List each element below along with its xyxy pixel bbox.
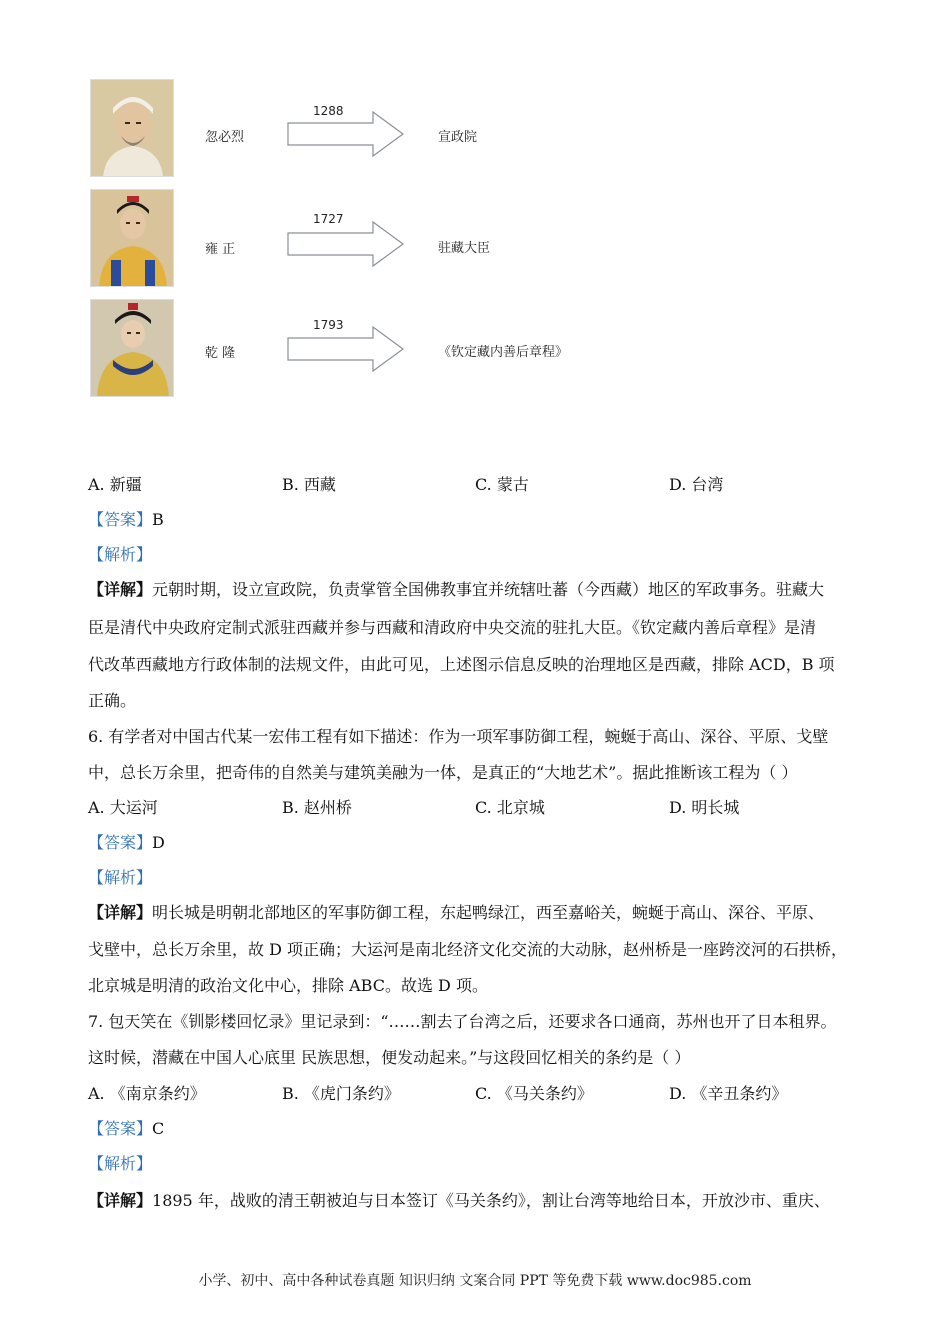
q7-stem-line: 这时候，潜藏在中国人心底里 民族思想，便发动起来。”与这段回忆相关的条约是（ ） bbox=[88, 1048, 691, 1067]
kublai-portrait bbox=[90, 79, 174, 177]
detail-text: 1895 年，战败的清王朝被迫与日本签订《马关条约》，割让台湾等地给日本，开放沙市、重庆、 bbox=[152, 1191, 830, 1210]
q6-stem-line: 6. 有学者对中国古代某一宏伟工程有如下描述：作为一项军事防御工程，蜿蜒于高山、深谷、平原、戈壁 bbox=[88, 727, 829, 746]
detail-tag: 【详解】 bbox=[88, 1191, 153, 1210]
q6-answer bbox=[88, 833, 165, 853]
right-arrow-icon bbox=[287, 326, 405, 372]
q7-option-d: D. 《辛丑条约》 bbox=[669, 1084, 788, 1103]
q6-stem-line: 中，总长万余里，把奇伟的自然美与建筑美融为一体，是真正的“大地艺术”。据此推断该工程为（ ） bbox=[88, 763, 798, 782]
answer-tag: 【答案】 bbox=[88, 1119, 153, 1138]
q5-detail-line: 代改革西藏地方行政体制的法规文件，由此可见，上述图示信息反映的治理地区是西藏，排除 ACD，B 项 bbox=[88, 655, 835, 674]
year-label: 1793 bbox=[313, 318, 344, 332]
q7-analysis-tag: 【解析】 bbox=[88, 1154, 153, 1173]
q6-detail-line: 北京城是明清的政治文化中心，排除 ABC。故选 D 项。 bbox=[88, 976, 488, 995]
qianlong-portrait bbox=[90, 299, 174, 397]
q7-answer bbox=[88, 1119, 164, 1139]
answer-value: C bbox=[152, 1119, 165, 1138]
q6-detail-line bbox=[88, 903, 824, 923]
detail-text: 明长城是明朝北部地区的军事防御工程，东起鸭绿江，西至嘉峪关，蜿蜒于高山、深谷、平原、 bbox=[152, 903, 825, 922]
q7-stem-line: 7. 包天笑在《钏影楼回忆录》里记录到：“……割去了台湾之后，还要求各口通商，苏州也开了日本租界。 bbox=[88, 1012, 837, 1031]
right-arrow-icon bbox=[287, 111, 405, 157]
q5-answer bbox=[88, 510, 164, 530]
q5-detail-line: 正确。 bbox=[88, 691, 137, 710]
q5-option-b: B. 西藏 bbox=[282, 475, 336, 494]
q6-detail-line: 戈壁中，总长万余里，故 D 项正确；大运河是南北经济文化交流的大动脉，赵州桥是一座跨洨河的石拱桥， bbox=[88, 940, 848, 959]
q7-option-a: A. 《南京条约》 bbox=[88, 1084, 206, 1103]
q6-analysis-tag: 【解析】 bbox=[88, 868, 153, 887]
answer-value: B bbox=[152, 510, 164, 529]
result-label: 驻藏大臣 bbox=[438, 241, 491, 256]
page-footer: 小学、初中、高中各种试卷真题 知识归纳 文案合同 PPT 等免费下载 www.doc985.com bbox=[198, 1273, 752, 1289]
q5-analysis-tag: 【解析】 bbox=[88, 545, 153, 564]
q6-option-c: C. 北京城 bbox=[475, 798, 545, 817]
emperor-name: 忽必烈 bbox=[205, 130, 245, 145]
answer-tag: 【答案】 bbox=[88, 833, 153, 852]
answer-tag: 【答案】 bbox=[88, 510, 153, 529]
detail-tag: 【详解】 bbox=[88, 903, 153, 922]
yongzheng-portrait bbox=[90, 189, 174, 287]
answer-value: D bbox=[152, 833, 165, 852]
q7-option-c: C. 《马关条约》 bbox=[475, 1084, 593, 1103]
detail-tag: 【详解】 bbox=[88, 580, 153, 599]
q6-option-d: D. 明长城 bbox=[669, 798, 740, 817]
emperor-name: 雍 正 bbox=[205, 242, 236, 257]
year-label: 1288 bbox=[313, 104, 344, 118]
q7-option-b: B. 《虎门条约》 bbox=[282, 1084, 400, 1103]
year-label: 1727 bbox=[313, 212, 344, 226]
q6-option-a: A. 大运河 bbox=[88, 798, 158, 817]
result-label: 《钦定藏内善后章程》 bbox=[438, 345, 569, 360]
emperor-name: 乾 隆 bbox=[205, 346, 236, 361]
q7-detail-line bbox=[88, 1191, 830, 1211]
detail-text: 元朝时期，设立宣政院，负责掌管全国佛教事宜并统辖吐蕃（今西藏）地区的军政事务。驻藏大 bbox=[152, 580, 825, 599]
q5-detail-line: 臣是清代中央政府定制式派驻西藏并参与西藏和清政府中央交流的驻扎大臣。《钦定藏内善后章程》是清 bbox=[88, 618, 817, 637]
right-arrow-icon bbox=[287, 221, 405, 267]
q5-option-c: C. 蒙古 bbox=[475, 475, 529, 494]
q5-option-a: A. 新疆 bbox=[88, 475, 142, 494]
q5-option-d: D. 台湾 bbox=[669, 475, 724, 494]
result-label: 宣政院 bbox=[438, 130, 478, 145]
q5-detail-line bbox=[88, 580, 824, 600]
q6-option-b: B. 赵州桥 bbox=[282, 798, 352, 817]
